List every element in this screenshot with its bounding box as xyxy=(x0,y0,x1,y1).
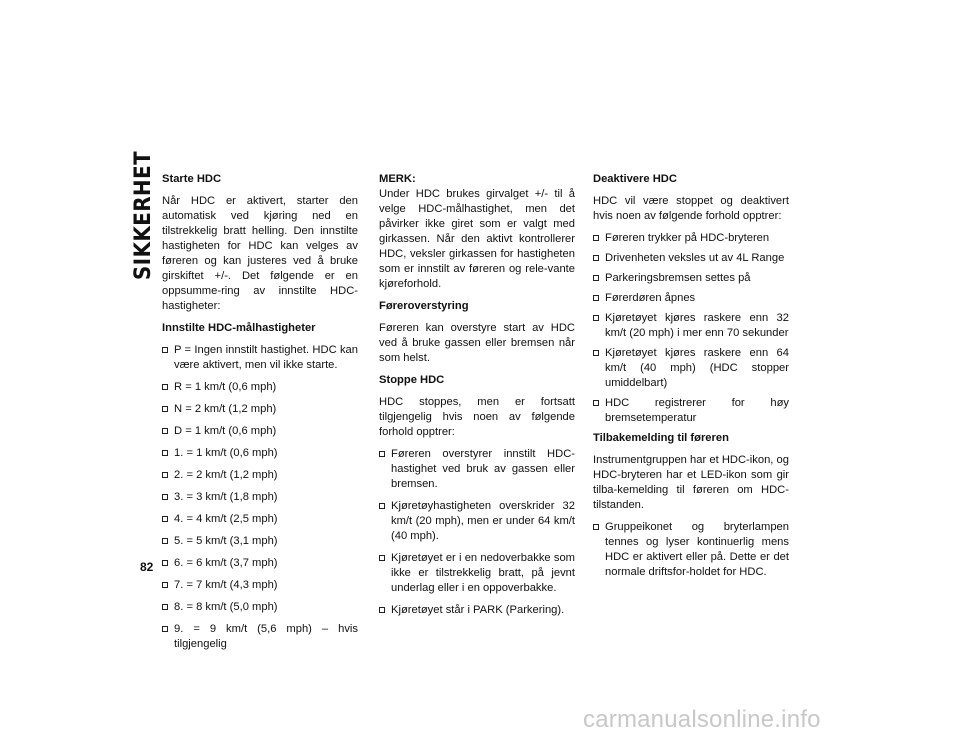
paragraph-driver-feedback: Instrumentgruppen har et HDC-ikon, og HDC-bryteren har et LED-ikon som gir tilba-kemelding til føreren om HDC-tilstanden. xyxy=(593,454,789,511)
list-item: Kjøretøyet kjøres raskere enn 64 km/t (40 mph) (HDC stopper umiddelbart) xyxy=(593,346,789,391)
list-item: 3. = 3 km/t (1,8 mph) xyxy=(162,490,358,505)
deactivate-conditions-list xyxy=(593,231,789,426)
heading-driver-feedback: Tilbakemelding til føreren xyxy=(593,432,729,444)
list-item: Føreren overstyrer innstilt HDC-hastighet ved bruk av gassen eller bremsen. xyxy=(379,447,575,492)
list-item: 2. = 2 km/t (1,2 mph) xyxy=(162,468,358,483)
speed-list xyxy=(162,343,358,652)
feedback-list xyxy=(593,520,789,580)
heading-start-hdc: Starte HDC xyxy=(162,173,222,185)
paragraph-stop-hdc: HDC stoppes, men er fortsatt tilgjengelig hvis noen av følgende forhold opptrer: xyxy=(379,396,575,438)
heading-stop-hdc: Stoppe HDC xyxy=(379,374,445,386)
list-item: Drivenheten veksles ut av 4L Range xyxy=(593,251,789,266)
list-item: 1. = 1 km/t (0,6 mph) xyxy=(162,446,358,461)
list-item: Kjøretøyet står i PARK (Parkering). xyxy=(379,603,575,618)
section-side-label xyxy=(131,150,156,280)
list-item: 9. = 9 km/t (5,6 mph) – hvis tilgjengelig xyxy=(162,622,358,652)
paragraph-start-hdc: Når HDC er aktivert, starter den automatisk ved kjøring ned en tilstrekkelig bratt helling. Den innstilte hastigheten for HDC kan velges av føreren og kan justeres ved å bruke girskiftet +/-. Det følgende er en oppsumme-ring av innstilte HDC-hastigheter: xyxy=(162,195,358,312)
list-item: 8. = 8 km/t (5,0 mph) xyxy=(162,600,358,615)
list-item: Kjøretøyet er i en nedoverbakke som ikke er tilstrekkelig bratt, på jevnt underlag eller i en oppoverbakke. xyxy=(379,551,575,596)
list-item: N = 2 km/t (1,2 mph) xyxy=(162,402,358,417)
stop-conditions-list xyxy=(379,447,575,618)
list-item: 6. = 6 km/t (3,7 mph) xyxy=(162,556,358,571)
list-item: Førerdøren åpnes xyxy=(593,291,789,306)
list-item: Føreren trykker på HDC-bryteren xyxy=(593,231,789,246)
paragraph-deactivate-hdc: HDC vil være stoppet og deaktivert hvis noen av følgende forhold opptrer: xyxy=(593,195,789,222)
list-item: 7. = 7 km/t (4,3 mph) xyxy=(162,578,358,593)
heading-target-speeds: Innstilte HDC-målhastigheter xyxy=(162,322,316,334)
heading-driver-override: Føreroverstyring xyxy=(379,300,469,312)
list-item: D = 1 km/t (0,6 mph) xyxy=(162,424,358,439)
watermark-text: carmanualsonline.info xyxy=(583,706,821,733)
list-item: 5. = 5 km/t (3,1 mph) xyxy=(162,534,358,549)
column-3 xyxy=(593,172,789,587)
list-item: Gruppeikonet og bryterlampen tennes og lyser kontinuerlig mens HDC er aktivert eller på. Dette er det normale driftsfor-holdet for HDC. xyxy=(593,520,789,580)
list-item: Parkeringsbremsen settes på xyxy=(593,271,789,286)
heading-deactivate-hdc: Deaktivere HDC xyxy=(593,173,677,185)
list-item: R = 1 km/t (0,6 mph) xyxy=(162,380,358,395)
column-2 xyxy=(379,172,575,625)
list-item: Kjøretøyet kjøres raskere enn 32 km/t (20 mph) i mer enn 70 sekunder xyxy=(593,311,789,341)
note-text: Under HDC brukes girvalget +/- til å velge HDC-målhastighet, men det påvirker ikke giret som er valgt med girkassen. Når den aktivt kontrollerer HDC, veksler girkassen for hastigheten som er innstilt av føreren og rele-vante kjøreforhold. xyxy=(379,188,575,290)
note-block xyxy=(379,172,575,292)
section-title: SIKKERHET xyxy=(131,150,156,280)
list-item: Kjøretøyhastigheten overskrider 32 km/t (20 mph), men er under 64 km/t (40 mph). xyxy=(379,499,575,544)
page-number: 82 xyxy=(140,560,154,574)
paragraph-driver-override: Føreren kan overstyre start av HDC ved å bruke gassen eller bremsen når som helst. xyxy=(379,322,575,364)
note-title: MERK: xyxy=(379,173,416,185)
column-1 xyxy=(162,172,358,659)
list-item: HDC registrerer for høy bremsetemperatur xyxy=(593,396,789,426)
list-item: 4. = 4 km/t (2,5 mph) xyxy=(162,512,358,527)
list-item: P = Ingen innstilt hastighet. HDC kan være aktivert, men vil ikke starte. xyxy=(162,343,358,373)
